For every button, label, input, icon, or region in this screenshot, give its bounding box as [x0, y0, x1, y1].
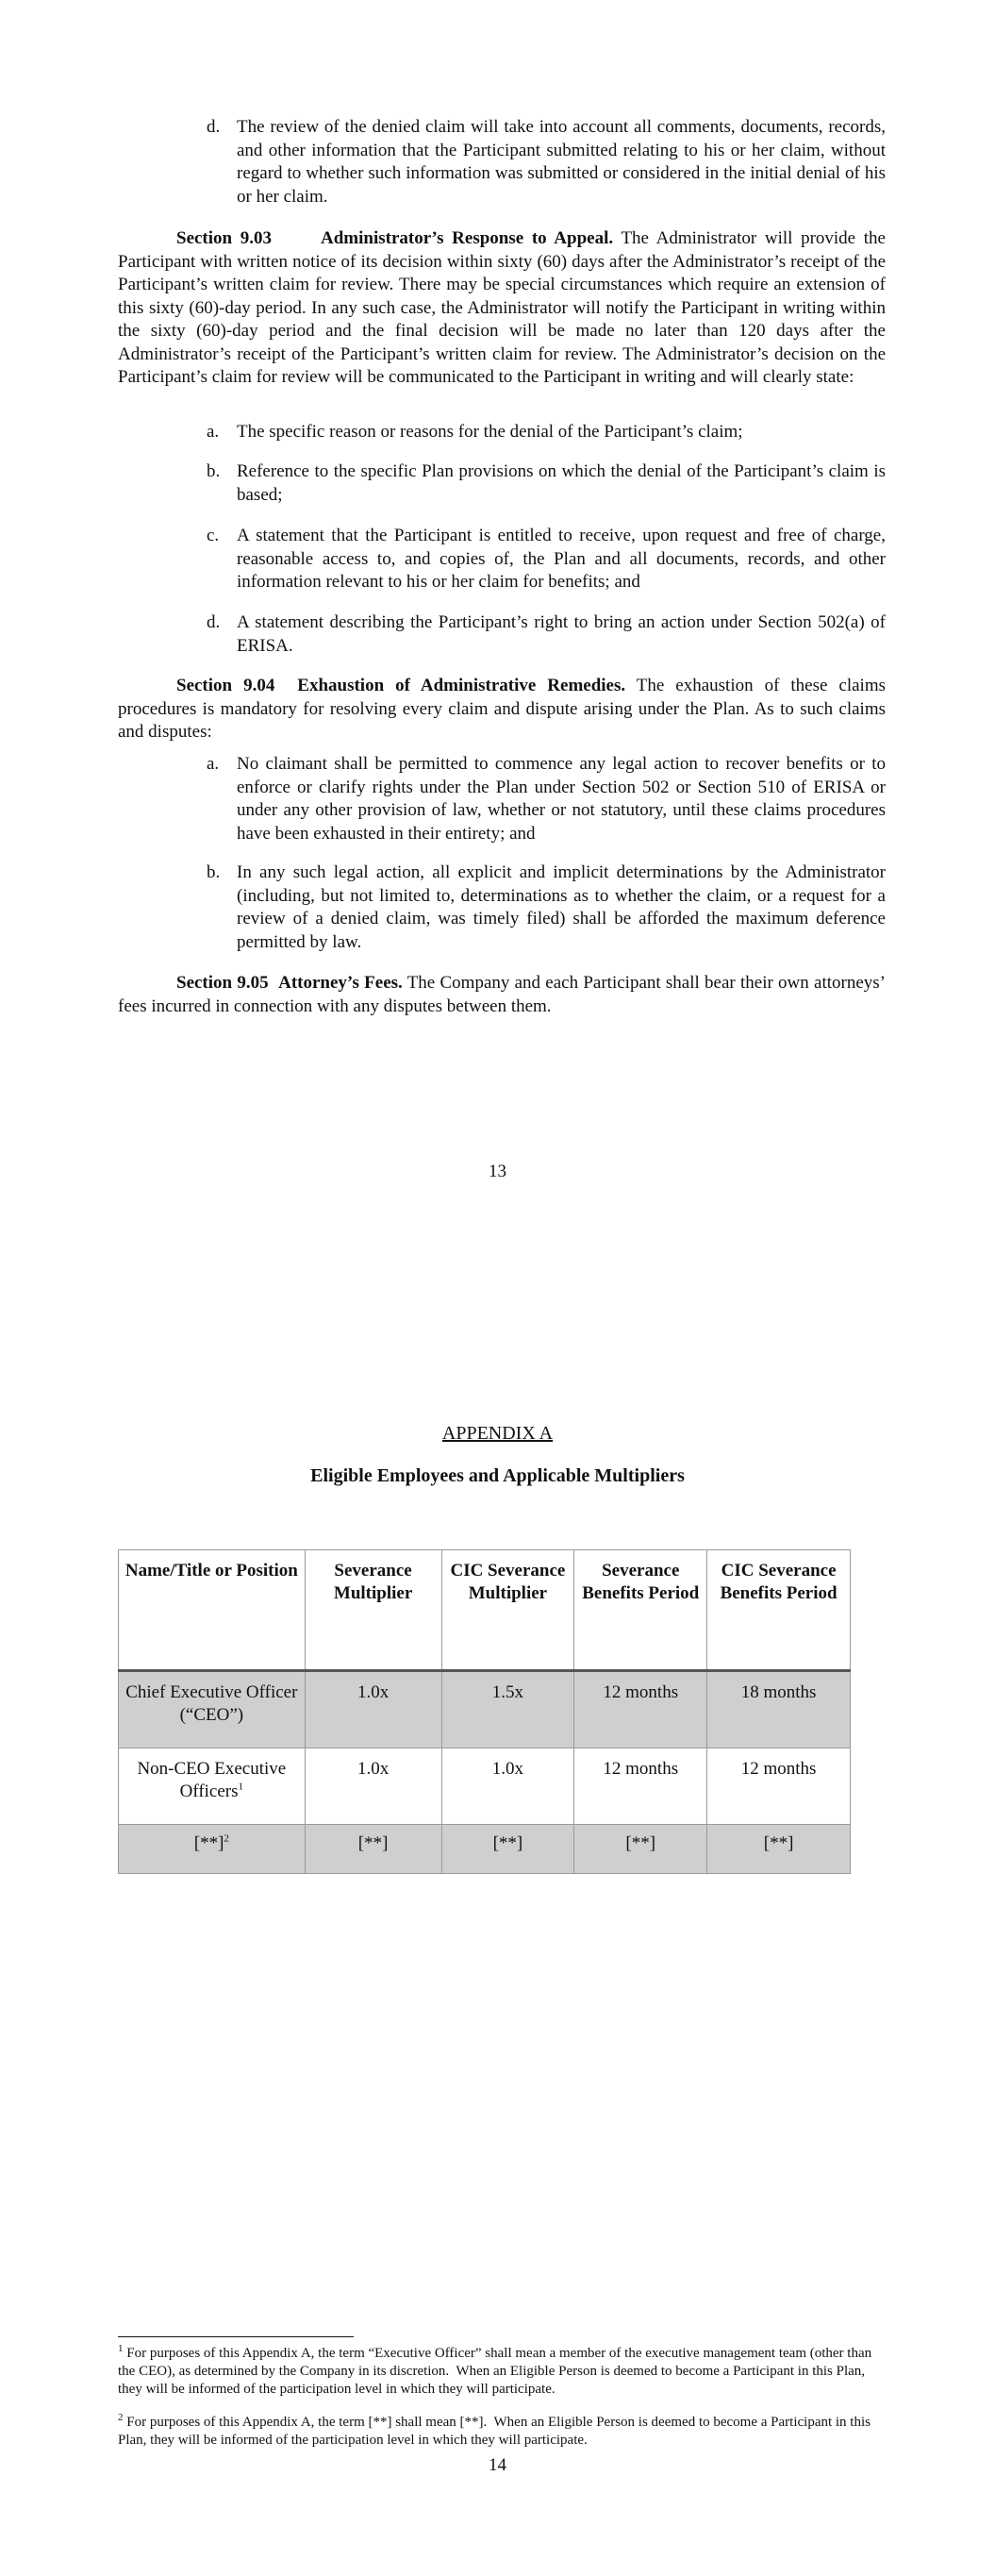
- table-row: [119, 1748, 851, 1825]
- footnote-mark: 2: [118, 2412, 124, 2423]
- footnote-ref: 2: [224, 1832, 229, 1845]
- section-9-05: [118, 972, 886, 1018]
- item-letter: d.: [207, 612, 221, 632]
- col-header-name: Name/Title or Position: [119, 1550, 306, 1671]
- table-cell: [**]: [441, 1825, 574, 1874]
- table-cell: [**]: [574, 1825, 707, 1874]
- section-text: The Company and each Participant shall bear their own attorneys’ fees incurred in connection with any disputes between them.: [118, 973, 886, 1016]
- table-cell: 18 months: [707, 1671, 851, 1748]
- table-cell: [**]: [305, 1825, 441, 1874]
- page-number: 13: [489, 1162, 506, 1181]
- section-9-04: [118, 675, 886, 744]
- section-heading: Section 9.04 Exhaustion of Administrative Remedies.: [176, 676, 626, 695]
- row-name-cell: [119, 1748, 306, 1825]
- item-letter: b.: [207, 862, 221, 882]
- item-text: The specific reason or reasons for the denial of the Participant’s claim;: [237, 422, 743, 442]
- row-name-cell: [119, 1825, 306, 1874]
- list-item: [207, 421, 886, 444]
- item-letter: c.: [207, 526, 220, 545]
- table-cell: 1.0x: [441, 1748, 574, 1825]
- footnote-mark: 1: [118, 2343, 124, 2354]
- footnote-divider: [118, 2336, 354, 2337]
- section-heading: Section 9.05 Attorney’s Fees.: [176, 973, 403, 993]
- item-letter: a.: [207, 754, 220, 774]
- footnote-ref: 1: [238, 1781, 244, 1793]
- table-cell: 12 months: [707, 1748, 851, 1825]
- page-number: 14: [489, 2455, 506, 2475]
- item-text: No claimant shall be permitted to commence any legal action to recover benefits or to enforce or clarify rights under the Plan under Section 502 or Section 510 of ERISA or under any other provision of law, whether or not statutory, until these claims procedures have been exhausted in their entirety; and: [237, 754, 886, 844]
- table-header-row: [119, 1550, 851, 1671]
- appendix-subtitle: Eligible Employees and Applicable Multipliers: [310, 1465, 685, 1486]
- table-cell: 1.0x: [305, 1671, 441, 1748]
- section-text: The Administrator will provide the Participant with written notice of its decision within sixty (60) days after the Administrator’s receipt of the Participant’s written claim for review. There may be special circumstances which require an extension of this sixty (60)-day period. In any such case, the Administrator will notify the Participant in writing within the sixty (60)-day period and the final decision will be made no later than 120 days after the Administrator’s receipt of the Participant’s written claim for review. The Administrator’s decision on the Participant’s claim for review will be communicated to the Participant in writing and will clearly state:: [118, 228, 886, 387]
- row-name: Chief Executive Officer (“CEO”): [125, 1682, 298, 1725]
- footnote-text: For purposes of this Appendix A, the term [**] shall mean [**]. When an Eligible Person is deemed to become a Participant in this Plan, they will be informed of the participation level in which they will participate.: [118, 2415, 871, 2448]
- list-item: [207, 753, 886, 845]
- row-name-cell: [119, 1671, 306, 1748]
- section-heading: Section 9.03 Administrator’s Response to Appeal.: [176, 228, 614, 248]
- page-13: [0, 0, 995, 1283]
- section-9-03: [118, 227, 886, 390]
- item-text: In any such legal action, all explicit and implicit determinations by the Administrator (including, but not limited to, determinations as to whether the claim, or a request for a review of a denied claim, was timely filed) shall be afforded the maximum deference permitted by law.: [237, 862, 886, 952]
- table-row: [119, 1825, 851, 1874]
- table-row: [119, 1671, 851, 1748]
- row-name: [**]: [193, 1833, 224, 1853]
- list-item: [207, 116, 886, 209]
- item-text: Reference to the specific Plan provisions on which the denial of the Participant’s claim is based;: [237, 461, 886, 505]
- list-item: [207, 525, 886, 594]
- item-text: A statement describing the Participant’s right to bring an action under Section 502(a) of ERISA.: [237, 612, 886, 656]
- list-item: [207, 611, 886, 658]
- item-letter: b.: [207, 461, 221, 481]
- item-text: The review of the denied claim will take into account all comments, documents, records, and other information that the Participant submitted relating to his or her claim, without regard to whether such information was submitted or considered in the initial denial of his or her claim.: [237, 117, 886, 207]
- footnote-text: For purposes of this Appendix A, the term “Executive Officer” shall mean a member of the executive management team (other than the CEO), as determined by the Company in its discretion. When an Eligible Person is deemed to become a Participant in this Plan, they will be informed of the participation level in which they will participate.: [118, 2346, 872, 2397]
- item-letter: d.: [207, 117, 221, 137]
- col-header-cic-severance-multiplier: CIC Severance Multiplier: [441, 1550, 574, 1671]
- item-text: A statement that the Participant is entitled to receive, upon request and free of charge, reasonable access to, and copies of, the Plan and all documents, records, and other information relevant to his or her claim for benefits; and: [237, 526, 886, 592]
- col-header-severance-multiplier: Severance Multiplier: [305, 1550, 441, 1671]
- footnote-2: [118, 2414, 886, 2450]
- table-cell: 1.5x: [441, 1671, 574, 1748]
- table-cell: 1.0x: [305, 1748, 441, 1825]
- table-cell: 12 months: [574, 1748, 707, 1825]
- item-letter: a.: [207, 422, 220, 442]
- table-cell: [**]: [707, 1825, 851, 1874]
- page-14: [0, 1283, 995, 2576]
- multiplier-table: [118, 1549, 851, 1874]
- appendix-title: APPENDIX A: [441, 1423, 554, 1444]
- section-text: The exhaustion of these claims procedures is mandatory for resolving every claim and dispute arising under the Plan. As to such claims and disputes:: [118, 676, 886, 742]
- row-name: Non-CEO Executive Officers: [137, 1759, 287, 1801]
- list-item: [207, 460, 886, 507]
- table-cell: 12 months: [574, 1671, 707, 1748]
- list-item: [207, 861, 886, 954]
- footnote-1: [118, 2345, 886, 2399]
- col-header-cic-severance-benefits-period: CIC Severance Benefits Period: [707, 1550, 851, 1671]
- col-header-severance-benefits-period: Severance Benefits Period: [574, 1550, 707, 1671]
